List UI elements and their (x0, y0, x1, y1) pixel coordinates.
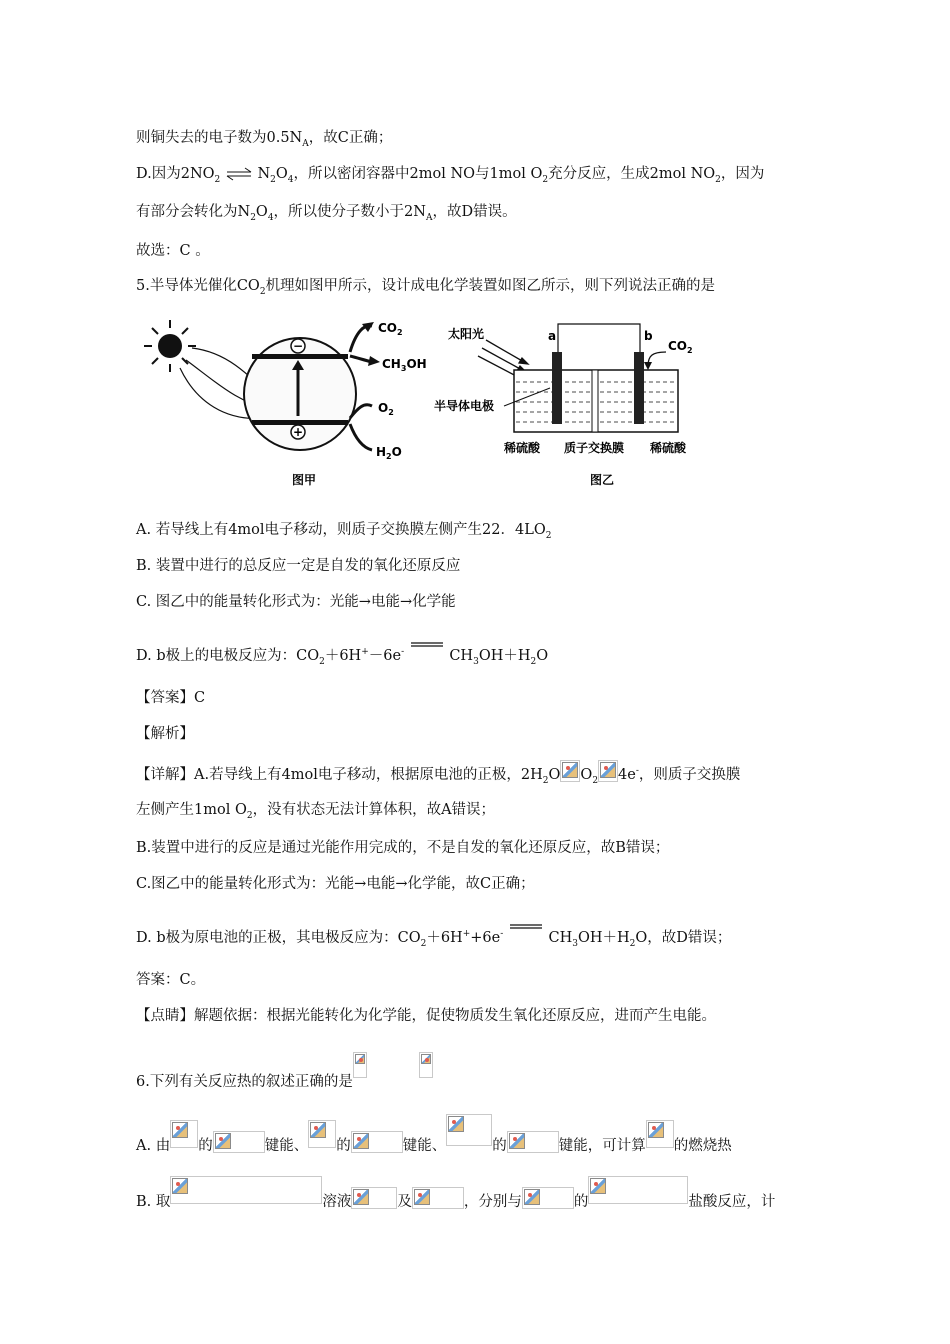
analysis-label: 【解析】 (136, 726, 194, 742)
broken-image-icon (412, 1187, 464, 1209)
question-5-figure (136, 312, 716, 492)
option-a: A. 若导线上有4mol电子移动，则质子交换膜左侧产生22．$4LO_2$ (136, 522, 552, 541)
final-answer: 答案：C。 (136, 972, 206, 988)
electrode-b-label: b (644, 329, 653, 343)
ch3oh-label: $CH_3OH$ (382, 357, 427, 373)
broken-image-icon (170, 1120, 198, 1148)
semiconductor-electrode-label: 半导体电极 (434, 399, 495, 413)
question-6-option-b: B. 取 溶液 及 ，分别与 的 盐酸反应，计 (136, 1176, 775, 1212)
broken-image-icon (598, 760, 618, 782)
proton-exchange-membrane (592, 370, 598, 432)
detail-line-4: C.图乙中的能量转化形式为：光能→电能→化学能，故C正确； (136, 876, 535, 892)
broken-image-icon (560, 760, 580, 782)
broken-image-icon (419, 1052, 433, 1078)
detail-line-5: D. b极为原电池的正极，其电极反应为：$CO_2+6H^++6e^-$ $CH_3OH+H_2O$，故D错误； (136, 922, 731, 948)
option-b: B. 装置中进行的总反应一定是自发的氧化还原反应 (136, 558, 461, 574)
external-wire (558, 324, 640, 352)
broken-image-icon (446, 1114, 492, 1146)
dilute-sulfuric-acid-right: 稀硫酸 (650, 441, 687, 455)
hole-sign: + (292, 425, 304, 439)
reversible-arrow-icon (225, 167, 253, 181)
broken-image-icon (588, 1176, 688, 1204)
sun-icon (144, 320, 196, 372)
o2-label: $O_2$ (378, 401, 394, 417)
equals-sign-icon (409, 640, 445, 654)
question-6-option-a: A. 由 的 键能、 的 键能、 的 键能，可计算 的燃烧热 (136, 1114, 732, 1156)
electron-sign: − (292, 339, 304, 353)
key-point: 【点睛】解题依据：根据光能转化为化学能，促使物质发生氧化还原反应，进而产生电能。 (136, 1008, 716, 1024)
question-6-title: 6.下列有关反应热的叙述正确的是 (136, 1052, 433, 1092)
figure-b-caption: 图乙 (589, 473, 615, 487)
figure-a (144, 320, 427, 487)
broken-image-icon (353, 1052, 367, 1078)
option-c: C. 图乙中的能量转化形式为：光能→电能→化学能 (136, 594, 456, 610)
dilute-sulfuric-acid-left: 稀硫酸 (504, 441, 541, 455)
question-5-title: 5.半导体光催化$CO_2$机理如图甲所示，设计成电化学装置如图乙所示，则下列说法正确的是 (136, 278, 716, 297)
broken-image-icon (507, 1131, 559, 1153)
broken-image-icon (170, 1176, 322, 1204)
detail-line-2: 左侧产生1mol $O_2$，没有状态无法计算体积，故A错误； (136, 802, 496, 821)
h2o-label: $H_2O$ (376, 445, 402, 461)
text-line-4: 故选：C 。 (136, 243, 210, 259)
broken-image-icon (646, 1120, 674, 1148)
broken-image-icon (351, 1131, 403, 1153)
electrode-b (634, 352, 644, 424)
sunlight-label: 太阳光 (448, 327, 485, 341)
broken-image-icon (308, 1120, 336, 1148)
electrode-a-label: a (548, 329, 557, 343)
membrane-label: 质子交换膜 (564, 441, 625, 455)
semiconductor-electrode-a (552, 352, 562, 424)
text-line-3: 有部分会转化为$N_2O_4$，所以使分子数小于$2N_A$，故D错误。 (136, 204, 517, 223)
conduction-band (252, 354, 348, 359)
figure-a-caption: 图甲 (291, 473, 317, 487)
answer-label: 【答案】C (136, 690, 206, 706)
broken-image-icon (522, 1187, 574, 1209)
figure-b (434, 324, 693, 487)
text-line-1: 则铜失去的电子数为$0.5N_A$，故C正确； (136, 130, 393, 149)
broken-image-icon (213, 1131, 265, 1153)
equals-sign-icon (508, 922, 544, 936)
broken-image-icon (351, 1187, 397, 1209)
option-d: D. b极上的电极反应为：$CO_2+6H^+-6e^-$ $CH_3OH+H_2O$ (136, 640, 548, 666)
detail-line-1: 【详解】A.若导线上有4mol电子移动，根据原电池的正极，$2H_2O$ $O_2$ 4e-，则质子交换膜 (136, 760, 740, 785)
text-line-2: D.因为$2NO_2$ $N_2O_4$，所以密闭容器中2mol NO与1mol $O_2$充分反应，生成2mol $NO_2$，因为 (136, 166, 765, 185)
co2-label-b: $CO_2$ (668, 339, 693, 355)
co2-label-a: $CO_2$ (378, 321, 403, 337)
detail-line-3: B.装置中进行的反应是通过光能作用完成的，不是自发的氧化还原反应，故B错误； (136, 840, 670, 856)
